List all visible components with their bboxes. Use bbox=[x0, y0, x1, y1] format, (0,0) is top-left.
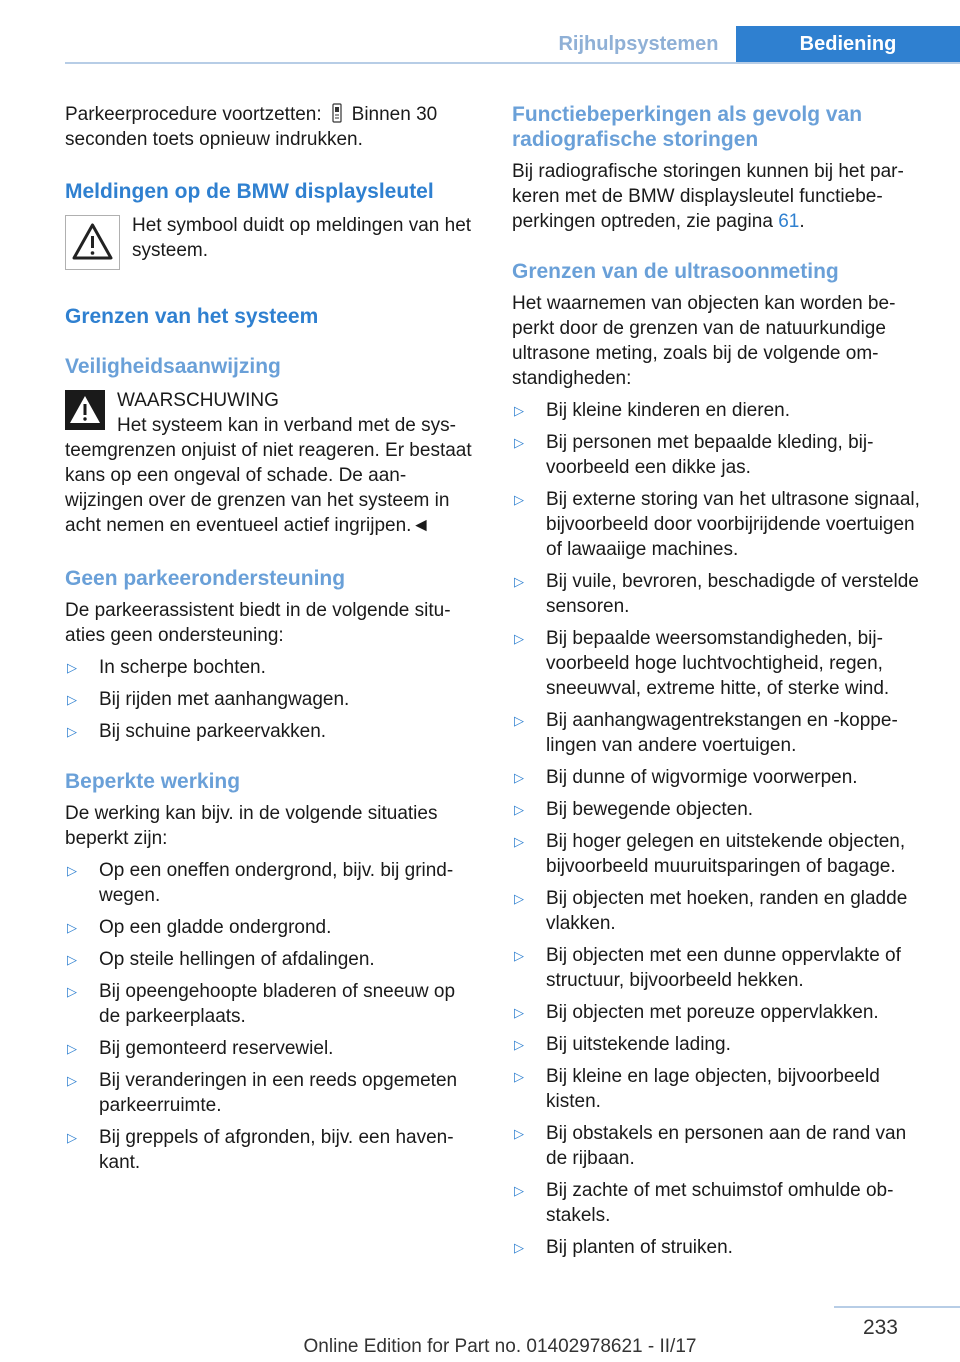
list-item: ▷ Bij bepaalde weersomstandigheden, bijvoorbeeld hoge luchtvochtigheid, regen, sneeuwval, extreme hitte, of sterke wind. bbox=[514, 628, 890, 699]
header-section-tab: Rijhulpsystemen bbox=[558, 33, 719, 55]
edition-footer: Online Edition for Part no. 01402978621 - II/17 bbox=[303, 1336, 697, 1357]
list-item: ▷ Bij obstakels en personen aan de rand van de rijbaan. bbox=[514, 1123, 907, 1169]
right-column bbox=[512, 102, 927, 1260]
page-number: 233 bbox=[862, 1316, 898, 1339]
warning-symbol-box bbox=[65, 215, 120, 270]
list-item: ▷ Bij objecten met poreuze oppervlakken. bbox=[514, 1002, 879, 1023]
bullet-triangle-icon: ▷ bbox=[67, 1041, 77, 1056]
list-item: ▷ Bij rijden met aanhangwagen. bbox=[67, 689, 350, 710]
functie-text: Bij radiografische storingen kunnen bij het parkeren met de BMW displaysleutel functiebeperkingen optreden, zie pagina bbox=[512, 161, 904, 232]
bullet-triangle-icon: ▷ bbox=[67, 660, 77, 675]
list-item: ▷ Op steile hellingen of afdalingen. bbox=[67, 949, 375, 970]
heading-beperkte-werking: Beperkte werking bbox=[65, 770, 241, 793]
list-item: ▷ In scherpe bochten. bbox=[67, 657, 266, 678]
functie-paragraph: Bij radiografische storingen kunnen bij het parkeren met de BMW displaysleutel functiebeperkingen optreden, zie pagina 61. bbox=[512, 161, 904, 232]
bullet-triangle-icon: ▷ bbox=[514, 1005, 524, 1020]
list-item: ▷ Bij kleine en lage objecten, bijvoorbeeld kisten. bbox=[514, 1066, 880, 1112]
warning-triangle-icon bbox=[66, 216, 119, 269]
heading-geen-ondersteuning: Geen parkeerondersteuning bbox=[65, 567, 346, 590]
bullet-triangle-icon: ▷ bbox=[514, 403, 524, 418]
header-active-tab: Bediening bbox=[736, 26, 960, 62]
list-item: ▷ Bij uitstekende lading. bbox=[514, 1034, 731, 1055]
meldingen-text: Het symbool duidt op meldingen van het systeem. bbox=[132, 215, 472, 261]
bullet-triangle-icon: ▷ bbox=[514, 1240, 524, 1255]
list-item: ▷ Op een oneffen ondergrond, bijv. bij grindwegen. bbox=[67, 860, 454, 906]
bullet-triangle-icon: ▷ bbox=[514, 770, 524, 785]
intro-paragraph bbox=[65, 102, 475, 152]
geen-intro: De parkeerassistent biedt in de volgende situaties geen ondersteuning: bbox=[65, 600, 451, 646]
list-item: ▷ Bij gemonteerd reservewiel. bbox=[67, 1038, 334, 1059]
list-item: ▷ Bij objecten met een dunne oppervlakte of structuur, bijvoorbeeld hekken. bbox=[514, 945, 901, 991]
list-item: ▷ Bij externe storing van het ultrasone signaal, bijvoorbeeld door voorbijrijdende voertuigen of lawaaiige machines. bbox=[514, 489, 920, 560]
bullet-triangle-icon: ▷ bbox=[514, 435, 524, 450]
list-item: ▷ Bij personen met bepaalde kleding, bijvoorbeeld een dikke jas. bbox=[514, 432, 874, 478]
list-item: ▷ Bij schuine parkeervakken. bbox=[67, 721, 327, 742]
beperkt-intro: De werking kan bijv. in de volgende situaties beperkt zijn: bbox=[65, 803, 438, 849]
footer-rule bbox=[834, 1306, 960, 1308]
list-item: ▷ Bij kleine kinderen en dieren. bbox=[514, 400, 790, 421]
bullet-triangle-icon: ▷ bbox=[514, 802, 524, 817]
intro-text-after: Binnen 30 seconden toets opnieuw indrukken. bbox=[65, 104, 438, 150]
list-item: ▷ Bij hoger gelegen en uitstekende objecten, bijvoorbeeld muuruitsparingen of bagage. bbox=[514, 831, 906, 877]
ultra-list bbox=[512, 398, 927, 1260]
warning-text: Het systeem kan in verband met de systeemgrenzen onjuist of niet reageren. Er bestaat kans op een ongeval of schade. De aanwijzingen over de grenzen van het systeem in acht nemen en eventueel actief ingrijpen.◄ bbox=[65, 415, 472, 536]
warning-block bbox=[65, 388, 475, 538]
list-item: ▷ Bij objecten met hoeken, randen en gladde vlakken. bbox=[514, 888, 908, 934]
list-item: ▷ Bij planten of struiken. bbox=[514, 1237, 733, 1258]
ultra-intro: Het waarnemen van objecten kan worden beperkt door de grenzen van de natuurkundige ultrasone meting, zoals bij de volgende omstandigheden: bbox=[512, 293, 896, 389]
list-item: ▷ Op een gladde ondergrond. bbox=[67, 917, 332, 938]
list-item: ▷ Bij vuile, bevroren, beschadigde of verstelde sensoren. bbox=[514, 571, 919, 617]
heading-functiebeperkingen: Functiebeperkingen als gevolg van radiografische storingen bbox=[512, 103, 863, 151]
page-link[interactable]: 61 bbox=[778, 211, 800, 232]
intro-text-before: Parkeerprocedure voortzetten: bbox=[65, 104, 322, 125]
list-item: ▷ Bij greppels of afgronden, bijv. een havenkant. bbox=[67, 1127, 454, 1173]
list-item: ▷ Bij aanhangwagentrekstangen en -koppelingen van andere voertuigen. bbox=[514, 710, 898, 756]
bullet-triangle-icon: ▷ bbox=[514, 492, 524, 507]
bullet-triangle-icon: ▷ bbox=[514, 1069, 524, 1084]
bullet-triangle-icon: ▷ bbox=[67, 692, 77, 707]
list-item: ▷ Bij veranderingen in een reeds opgemeten parkeerruimte. bbox=[67, 1070, 458, 1116]
bullet-triangle-icon: ▷ bbox=[514, 948, 524, 963]
list-item: ▷ Bij bewegende objecten. bbox=[514, 799, 754, 820]
heading-ultrasoonmeting: Grenzen van de ultrasoonmeting bbox=[512, 260, 839, 283]
bullet-triangle-icon: ▷ bbox=[67, 952, 77, 967]
bullet-triangle-icon: ▷ bbox=[67, 984, 77, 999]
bullet-triangle-icon: ▷ bbox=[514, 834, 524, 849]
bullet-triangle-icon: ▷ bbox=[514, 631, 524, 646]
heading-meldingen: Meldingen op de BMW displaysleutel bbox=[65, 180, 434, 203]
beperkt-list bbox=[65, 858, 475, 1175]
bullet-triangle-icon: ▷ bbox=[514, 1126, 524, 1141]
meldingen-block bbox=[65, 213, 475, 276]
bullet-triangle-icon: ▷ bbox=[514, 1037, 524, 1052]
warning-icon bbox=[65, 390, 105, 430]
bullet-triangle-icon: ▷ bbox=[514, 713, 524, 728]
bullet-triangle-icon: ▷ bbox=[514, 574, 524, 589]
warning-title: WAARSCHUWING bbox=[117, 390, 279, 411]
left-column bbox=[65, 102, 475, 1175]
bullet-triangle-icon: ▷ bbox=[67, 724, 77, 739]
bullet-triangle-icon: ▷ bbox=[67, 863, 77, 878]
bullet-triangle-icon: ▷ bbox=[67, 1073, 77, 1088]
bullet-triangle-icon: ▷ bbox=[67, 920, 77, 935]
heading-veiligheid: Veiligheidsaanwijzing bbox=[65, 355, 281, 378]
geen-list bbox=[65, 655, 475, 744]
header-rule bbox=[65, 62, 960, 64]
display-key-icon bbox=[332, 103, 342, 123]
bullet-triangle-icon: ▷ bbox=[67, 1130, 77, 1145]
list-item: ▷ Bij opeengehoopte bladeren of sneeuw op de parkeerplaats. bbox=[67, 981, 456, 1027]
list-item: ▷ Bij dunne of wigvormige voorwerpen. bbox=[514, 767, 858, 788]
bullet-triangle-icon: ▷ bbox=[514, 1183, 524, 1198]
list-item: ▷ Bij zachte of met schuimstof omhulde obstakels. bbox=[514, 1180, 894, 1226]
bullet-triangle-icon: ▷ bbox=[514, 891, 524, 906]
heading-grenzen-systeem: Grenzen van het systeem bbox=[65, 305, 319, 328]
